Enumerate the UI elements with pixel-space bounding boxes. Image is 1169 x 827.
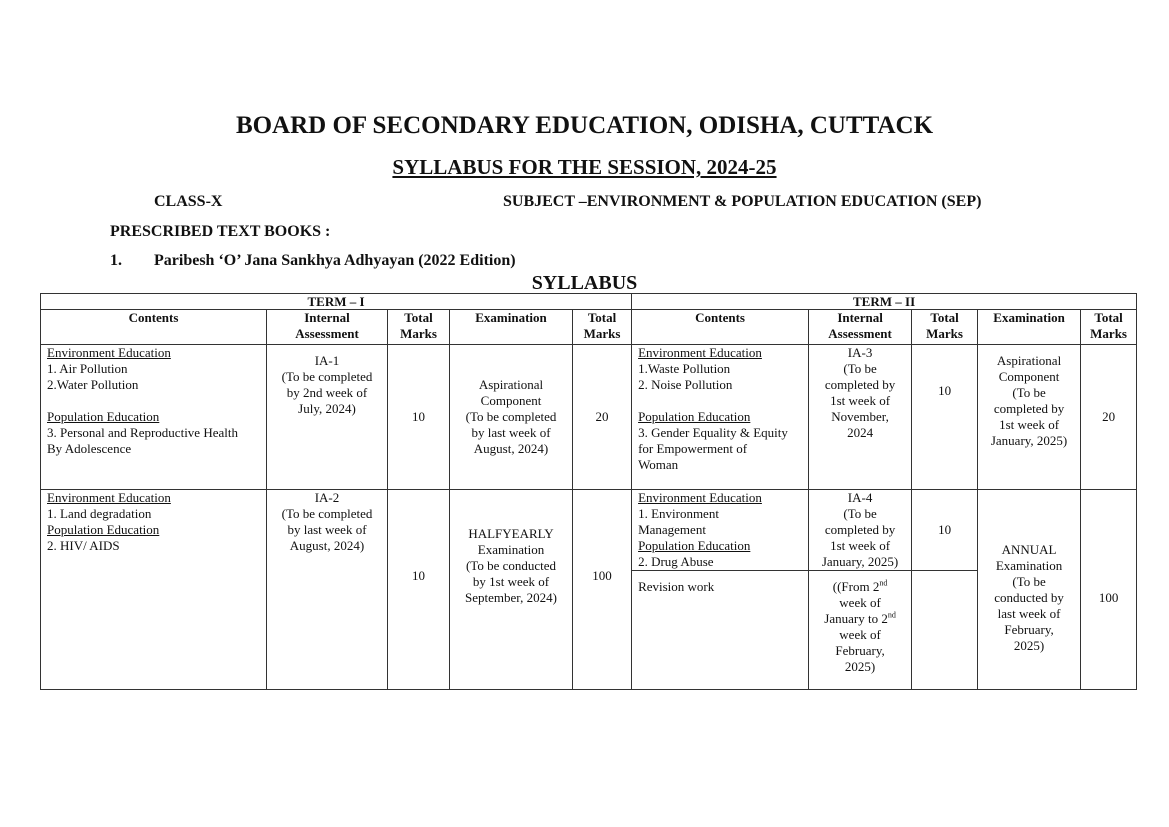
t1-aspirational-exam: Aspirational Component (To be completed by last week of August, 2024) (450, 345, 573, 490)
syllabus-heading: SYLLABUS (531, 272, 638, 294)
col-internal: Internal Assessment (267, 310, 388, 345)
class-label: CLASS-X (154, 193, 223, 210)
t2-revision-period: ((From 2nd week of January to 2nd week of February, 2025) (809, 571, 912, 690)
t2-r1-marks: 10 (912, 345, 978, 490)
t1-r1-internal: IA-1 (To be completed by 2nd week of July, 2024) (267, 345, 388, 490)
t1-r2-marks: 10 (388, 490, 450, 690)
board-title: BOARD OF SECONDARY EDUCATION, ODISHA, CUTTACK (235, 112, 934, 139)
prescribed-books-label: PRESCRIBED TEXT BOOKS : (110, 223, 331, 240)
subject-label: SUBJECT –ENVIRONMENT & POPULATION EDUCATION (SEP) (503, 193, 982, 210)
book-number: 1. (110, 252, 122, 269)
term2-header: TERM – II (632, 294, 1137, 310)
session-title: SYLLABUS FOR THE SESSION, 2024-25 (392, 155, 777, 179)
t2-annual-total: 100 (1081, 490, 1137, 690)
t2-r2-marks: 10 (912, 490, 978, 571)
t2-aspirational-exam: Aspirational Component (To be completed by 1st week of January, 2025) (978, 345, 1081, 490)
t1-halfyearly-total: 100 (573, 490, 632, 690)
t2-annual-exam: ANNUAL Examination (To be conducted by last week of February, 2025) (978, 490, 1081, 690)
term-header-row (41, 294, 1137, 310)
book-title: Paribesh ‘O’ Jana Sankhya Adhyayan (2022 Edition) (154, 252, 516, 269)
syllabus-table (40, 293, 1137, 690)
t1-r1-marks: 10 (388, 345, 450, 490)
term1-header: TERM – I (41, 294, 632, 310)
column-header-row (41, 310, 1137, 345)
t1-aspirational-total: 20 (573, 345, 632, 490)
col-total: Total Marks (1081, 310, 1137, 345)
t2-revision-marks (912, 571, 978, 690)
t1-r2-contents: Environment Education 1. Land degradation Population Education 2. HIV/ AIDS (41, 490, 267, 690)
col-examination: Examination (978, 310, 1081, 345)
col-total: Total Marks (912, 310, 978, 345)
col-total: Total Marks (573, 310, 632, 345)
t1-halfyearly-exam: HALFYEARLY Examination (To be conducted by 1st week of September, 2024) (450, 490, 573, 690)
col-examination: Examination (450, 310, 573, 345)
t1-r1-contents: Environment Education 1. Air Pollution 2.Water Pollution Population Education 3. Personal and Reproductive Health By Adolescence (41, 345, 267, 490)
col-contents: Contents (632, 310, 809, 345)
t2-r1-contents: Environment Education 1.Waste Pollution 2. Noise Pollution Population Education 3. Gender Equality & Equity for Empowerment of Woman (632, 345, 809, 490)
col-total: Total Marks (388, 310, 450, 345)
t2-r1-internal: IA-3 (To be completed by 1st week of November, 2024 (809, 345, 912, 490)
table-row (41, 490, 1137, 571)
table-row (41, 345, 1137, 490)
t2-r2-contents: Environment Education 1. Environment Management Population Education 2. Drug Abuse (632, 490, 809, 571)
t2-r2-internal: IA-4 (To be completed by 1st week of January, 2025) (809, 490, 912, 571)
t1-r2-internal: IA-2 (To be completed by last week of August, 2024) (267, 490, 388, 690)
t2-aspirational-total: 20 (1081, 345, 1137, 490)
t2-revision-contents: Revision work (632, 571, 809, 690)
col-internal: Internal Assessment (809, 310, 912, 345)
col-contents: Contents (41, 310, 267, 345)
